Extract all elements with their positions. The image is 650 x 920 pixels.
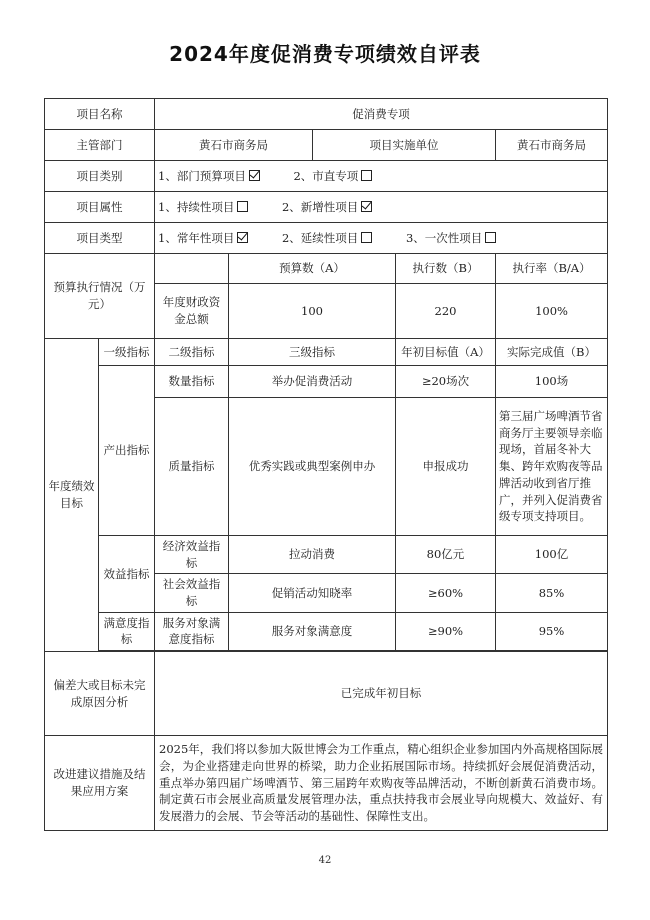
goal-actual: 100亿 xyxy=(496,536,608,574)
goal-level3: 拉动消费 xyxy=(229,536,396,574)
budget-header-b: 执行数（B） xyxy=(396,254,496,284)
goal-row xyxy=(45,366,608,398)
project-name-value: 促消费专项 xyxy=(155,99,608,130)
goal-level2: 质量指标 xyxy=(155,398,229,536)
empty-checkbox-icon[interactable] xyxy=(361,232,372,243)
goal-level3: 优秀实践或典型案例申办 xyxy=(229,398,396,536)
type-option: 1、常年性项目 xyxy=(158,231,248,245)
goal-target: ≥90% xyxy=(396,612,496,650)
budget-row-label: 年度财政资金总额 xyxy=(155,284,229,339)
goal-level2: 服务对象满意度指标 xyxy=(155,612,229,650)
goal-actual: 100场 xyxy=(496,366,608,398)
department-label: 主管部门 xyxy=(45,130,155,161)
budget-label: 预算执行情况（万元） xyxy=(45,254,155,339)
goal-level2: 经济效益指标 xyxy=(155,536,229,574)
goal-actual: 95% xyxy=(496,612,608,650)
checked-box-icon[interactable] xyxy=(361,201,372,212)
budget-value-a: 100 xyxy=(229,284,396,339)
type-option: 3、一次性项目 xyxy=(406,231,496,245)
type-option: 2、延续性项目 xyxy=(282,231,372,245)
row-attribute xyxy=(45,192,608,223)
goals-label: 年度绩效目标 xyxy=(45,339,99,652)
goal-target: ≥60% xyxy=(396,574,496,612)
goal-target: 80亿元 xyxy=(396,536,496,574)
self-evaluation-table xyxy=(44,98,608,831)
empty-checkbox-icon[interactable] xyxy=(237,201,248,212)
deviation-value: 已完成年初目标 xyxy=(155,652,608,736)
category-option: 2、市直专项 xyxy=(293,169,372,183)
category-option: 1、部门预算项目 xyxy=(158,169,260,183)
budget-value-rate: 100% xyxy=(496,284,608,339)
page-title: 2024年度促消费专项绩效自评表 xyxy=(169,42,481,66)
impl-unit-value: 黄石市商务局 xyxy=(496,130,608,161)
row-goals-header xyxy=(45,339,608,366)
row-department xyxy=(45,130,608,161)
attribute-option: 2、新增性项目 xyxy=(282,200,372,214)
goal-actual: 第三届广场啤酒节省商务厅主要领导亲临现场，首届冬补大集、跨年欢购夜等品牌活动收到省厅推广，并列入促消费省级专项支持项目。 xyxy=(496,398,608,536)
output-indicator-label: 产出指标 xyxy=(99,366,155,536)
goal-row xyxy=(45,536,608,574)
goal-row xyxy=(45,612,608,650)
goals-header-level1: 一级指标 xyxy=(99,339,155,366)
department-value: 黄石市商务局 xyxy=(155,130,313,161)
category-options xyxy=(155,161,608,192)
goal-level3: 举办促消费活动 xyxy=(229,366,396,398)
goal-actual: 85% xyxy=(496,574,608,612)
goal-level3: 服务对象满意度 xyxy=(229,612,396,650)
improvement-value: 2025年，我们将以参加大阪世博会为工作重点，精心组织企业参加国内外高规格国际展会，为企业搭建走向世界的桥梁，助力企业拓展国际市场。持续抓好会展促消费活动，重点举办第四届广场啤酒节、第三届跨年欢购夜等品牌活动，不断创新黄石消费市场。制定黄石市会展业高质量发展管理办法，重点扶持我市会展业导向规模大、效益好、有发展潜力的会展、节会等活动的基础性、保障性支出。 xyxy=(155,736,608,831)
row-type xyxy=(45,223,608,254)
row-budget-header xyxy=(45,254,608,284)
row-project-name xyxy=(45,99,608,130)
page-number: 42 xyxy=(318,855,332,866)
project-name-label: 项目名称 xyxy=(45,99,155,130)
empty-checkbox-icon[interactable] xyxy=(485,232,496,243)
checked-box-icon[interactable] xyxy=(237,232,248,243)
improvement-label: 改进建议措施及结果应用方案 xyxy=(45,736,155,831)
benefit-indicator-label: 效益指标 xyxy=(99,536,155,613)
row-category xyxy=(45,161,608,192)
empty-checkbox-icon[interactable] xyxy=(361,170,372,181)
budget-header-a: 预算数（A） xyxy=(229,254,396,284)
goal-level3: 促销活动知晓率 xyxy=(229,574,396,612)
row-deviation xyxy=(45,652,608,736)
satisfaction-indicator-label: 满意度指标 xyxy=(99,612,155,650)
type-label: 项目类型 xyxy=(45,223,155,254)
budget-empty-cell xyxy=(155,254,229,284)
goal-target: 申报成功 xyxy=(396,398,496,536)
goal-level2: 数量指标 xyxy=(155,366,229,398)
goals-header-level3: 三级指标 xyxy=(229,339,396,366)
goals-header-level2: 二级指标 xyxy=(155,339,229,366)
budget-value-b: 220 xyxy=(396,284,496,339)
row-improvement xyxy=(45,736,608,831)
budget-header-rate: 执行率（B/A） xyxy=(496,254,608,284)
category-label: 项目类别 xyxy=(45,161,155,192)
goals-header-target: 年初目标值（A） xyxy=(396,339,496,366)
type-options xyxy=(155,223,608,254)
attribute-option: 1、持续性项目 xyxy=(158,200,248,214)
goals-header-actual: 实际完成值（B） xyxy=(496,339,608,366)
impl-unit-label: 项目实施单位 xyxy=(313,130,496,161)
attribute-label: 项目属性 xyxy=(45,192,155,223)
goal-target: ≥20场次 xyxy=(396,366,496,398)
checked-box-icon[interactable] xyxy=(249,170,260,181)
attribute-options xyxy=(155,192,608,223)
goal-level2: 社会效益指标 xyxy=(155,574,229,612)
deviation-label: 偏差大或目标未完成原因分析 xyxy=(45,652,155,736)
